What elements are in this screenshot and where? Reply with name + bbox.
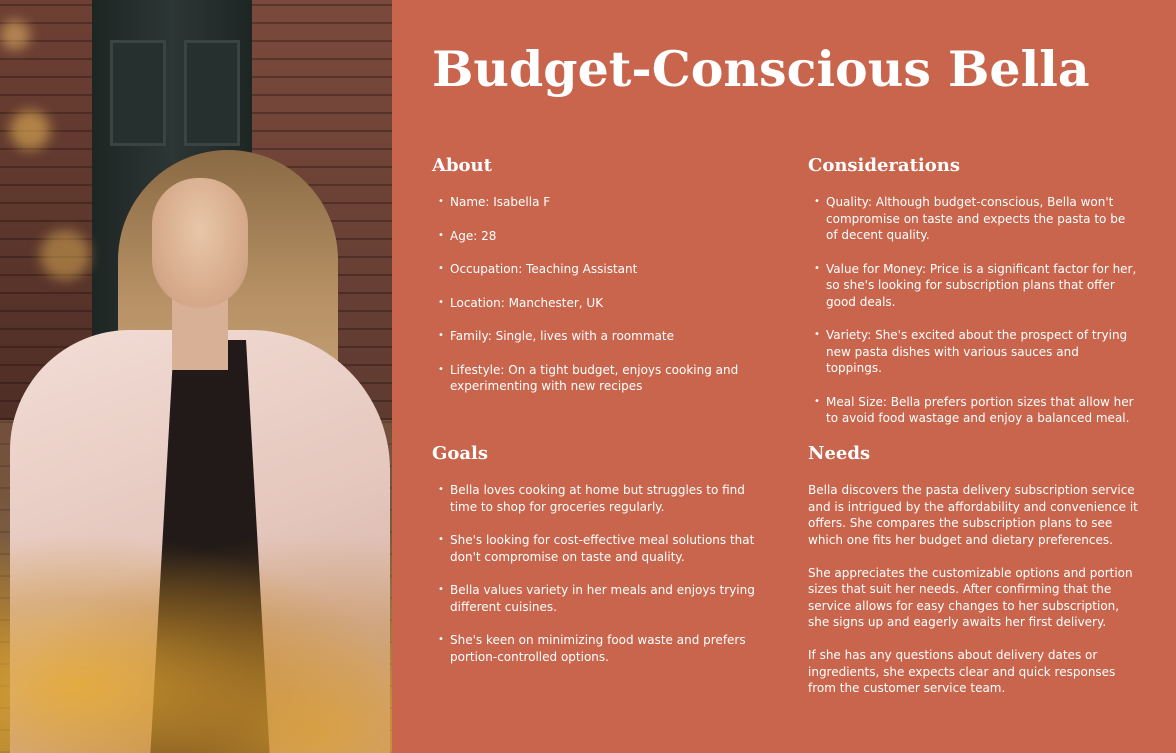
- needs-heading: Needs: [808, 443, 871, 464]
- portrait-photo: [0, 0, 392, 753]
- about-item-lifestyle: • Lifestyle: On a tight budget, enjoys cooking and experimenting with new recipes: [432, 362, 762, 395]
- about-item-family: • Family: Single, lives with a roommate: [432, 328, 762, 345]
- considerations-heading: Considerations: [808, 155, 960, 176]
- about-item-age: • Age: 28: [432, 228, 762, 245]
- about-heading: About: [432, 155, 492, 176]
- considerations-section: [808, 154, 1138, 444]
- goal-item: • She's keen on minimizing food waste and prefers portion-controlled options.: [432, 632, 762, 665]
- needs-section: [808, 442, 1138, 713]
- bokeh-light: [0, 20, 30, 50]
- bokeh-light: [40, 230, 90, 280]
- about-item-occupation: • Occupation: Teaching Assistant: [432, 261, 762, 278]
- about-list: [432, 194, 762, 395]
- goal-item: • She's looking for cost-effective meal solutions that don't compromise on taste and quality.: [432, 532, 762, 565]
- about-item-name: • Name: Isabella F: [432, 194, 762, 211]
- about-section: [432, 154, 762, 412]
- considerations-list: [808, 194, 1138, 427]
- persona-title: Budget-Conscious Bella: [432, 40, 1090, 98]
- goals-section: [432, 442, 762, 682]
- foreground-flowers: [0, 533, 392, 753]
- about-item-location: • Location: Manchester, UK: [432, 295, 762, 312]
- goal-item: • Bella values variety in her meals and enjoys trying different cuisines.: [432, 582, 762, 615]
- consideration-quality: • Quality: Although budget-conscious, Bella won't compromise on taste and expects the pasta to be of decent quality.: [808, 194, 1138, 244]
- goals-heading: Goals: [432, 443, 489, 464]
- persona-content: [392, 0, 1176, 753]
- goals-list: [432, 482, 762, 665]
- consideration-value: • Value for Money: Price is a significant factor for her, so she's looking for subscription plans that offer good deals.: [808, 261, 1138, 311]
- consideration-variety: • Variety: She's excited about the prospect of trying new pasta dishes with various sauces and toppings.: [808, 327, 1138, 377]
- consideration-meal-size: • Meal Size: Bella prefers portion sizes that allow her to avoid food wastage and enjoy a balanced meal.: [808, 394, 1138, 427]
- needs-paragraph: She appreciates the customizable options and portion sizes that suit her needs. After confirming that the service allows for easy changes to her subscription, she signs up and eagerly awaits her first delivery.: [808, 565, 1133, 629]
- goal-item: • Bella loves cooking at home but struggles to find time to shop for groceries regularly.: [432, 482, 762, 515]
- bokeh-light: [10, 110, 50, 150]
- needs-paragraph: Bella discovers the pasta delivery subscription service and is intrigued by the affordability and convenience it offers. She compares the subscription plans to see which one fits her budget and dietary preferences.: [808, 483, 1138, 547]
- needs-paragraph: If she has any questions about delivery dates or ingredients, she expects clear and quick responses from the customer service team.: [808, 648, 1116, 695]
- person-face: [152, 178, 248, 308]
